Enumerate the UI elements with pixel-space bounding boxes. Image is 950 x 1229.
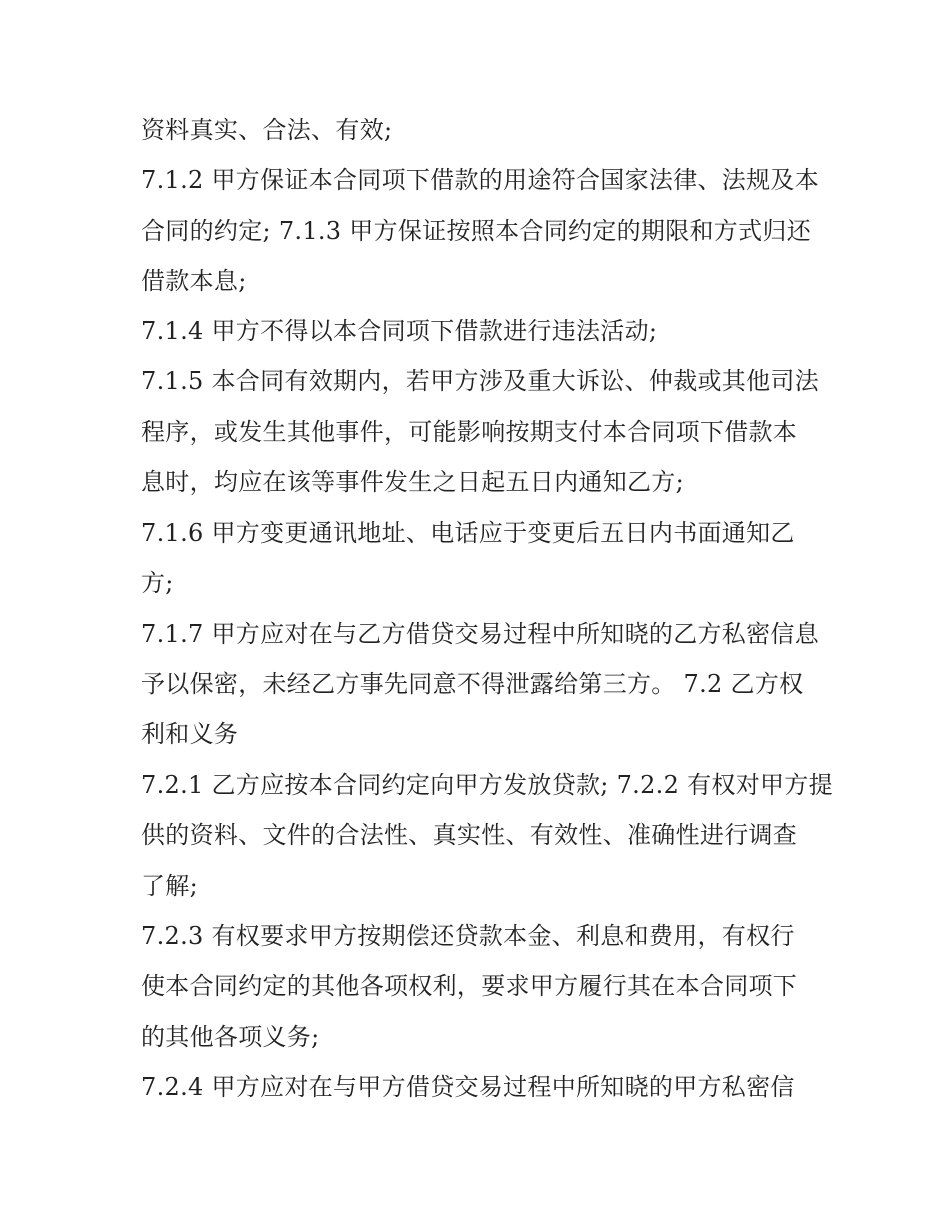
text-line: 程序，或发生其他事件，可能影响按期支付本合同项下借款本 [141, 418, 798, 446]
text-line: 方; [141, 569, 174, 597]
text-line: 息时，均应在该等事件发生之日起五日内通知乙方; [141, 468, 684, 496]
text-line: 了解; [141, 872, 198, 900]
text-line: 7.1.4 甲方不得以本合同项下借款进行违法活动; [141, 317, 658, 345]
text-line: 7.2.1 乙方应按本合同约定向甲方发放贷款; 7.2.2 有权对甲方提 [141, 771, 833, 799]
text-line: 7.2.3 有权要求甲方按期偿还贷款本金、利息和费用，有权行 [141, 922, 795, 950]
text-line: 予以保密，未经乙方事先同意不得泄露给第三方。 7.2 乙方权 [141, 670, 804, 698]
text-line: 7.1.6 甲方变更通讯地址、电话应于变更后五日内书面通知乙 [141, 519, 795, 547]
text-line: 的其他各项义务; [141, 1023, 320, 1051]
text-line: 7.1.2 甲方保证本合同项下借款的用途符合国家法律、法规及本 [141, 166, 819, 194]
text-line: 资料真实、合法、有效; [141, 116, 393, 144]
text-line: 7.2.4 甲方应对在与甲方借贷交易过程中所知晓的甲方私密信 [141, 1073, 795, 1101]
text-line: 7.1.5 本合同有效期内，若甲方涉及重大诉讼、仲裁或其他司法 [141, 367, 819, 395]
text-line: 借款本息; [141, 267, 247, 295]
text-line: 合同的约定; 7.1.3 甲方保证按照本合同约定的期限和方式归还 [141, 217, 812, 245]
text-line: 供的资料、文件的合法性、真实性、有效性、准确性进行调查 [141, 821, 798, 849]
text-line: 利和义务 [141, 720, 239, 748]
text-line: 使本合同约定的其他各项权利，要求甲方履行其在本合同项下 [141, 972, 798, 1000]
text-line: 7.1.7 甲方应对在与乙方借贷交易过程中所知晓的乙方私密信息 [141, 620, 819, 648]
